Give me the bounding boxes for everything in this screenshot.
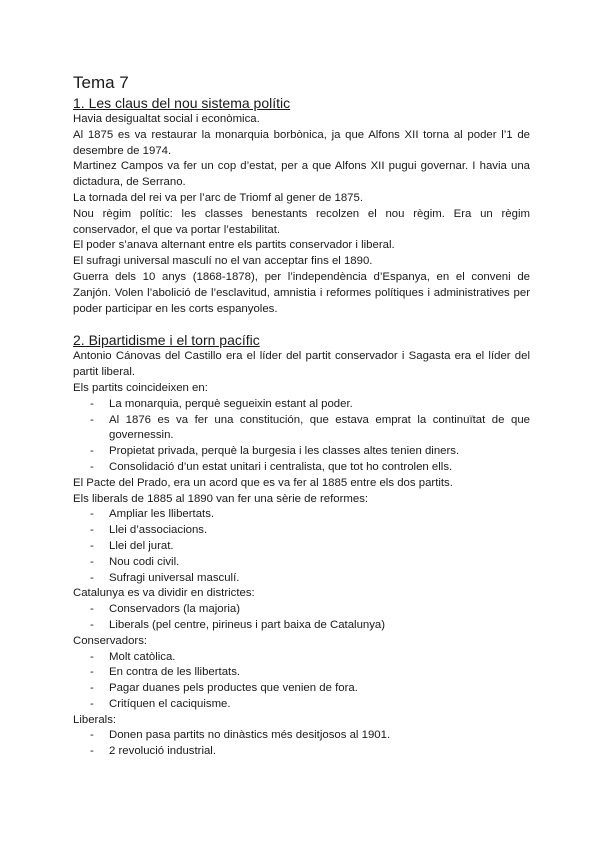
catalunya-list <box>73 602 530 634</box>
page-title: Tema 7 <box>73 73 129 92</box>
list-item: - Critíquen el caciquisme. <box>73 697 530 713</box>
list-item: - Llei del jurat. <box>73 539 530 555</box>
list-item: - Molt catòlica. <box>73 650 530 666</box>
list-item: - Ampliar les llibertats. <box>73 507 530 523</box>
list-label: Els partits coincideixen en: <box>73 381 208 394</box>
paragraph: El poder s’anava alternant entre els partits conservador i liberal. <box>73 239 395 252</box>
list-item: - Conservadors (la majoria) <box>73 602 530 618</box>
paragraph: Nou règim polític: les classes benestants recolzen el nou règim. Era un règim conservador, el que va portar l’estabilitat. <box>73 207 530 236</box>
dash-bullet: - <box>90 413 94 426</box>
dash-bullet: - <box>90 603 94 616</box>
paragraph: Havia desigualtat social i econòmica. <box>73 113 260 125</box>
list-item: - Donen pasa partits no dinàstics més desitjosos al 1901. <box>73 728 530 744</box>
dash-bullet: - <box>90 539 94 552</box>
dash-bullet: - <box>90 508 94 521</box>
paragraph: Martinez Campos va fer un cop d’estat, per a que Alfons XII pugui governar. I havia una dictadura, de Serrano. <box>73 160 530 189</box>
liberals-list <box>73 728 530 760</box>
list-label: Catalunya es va dividir en districtes: <box>73 587 255 600</box>
paragraph: La tornada del rei va per l’arc de Triomf al gener de 1875. <box>73 191 363 204</box>
list-item: - Consolidació d’un estat unitari i centralista, que tot ho controlen ells. <box>73 460 530 476</box>
paragraph: Guerra dels 10 anys (1868-1878), per l’independència d’Espanya, en el conveni de Zanjón. Volen l’abolició de l’esclavitud, amnistia i reformes polítiques i administratives per poder participar en les corts espanyoles. <box>73 270 530 315</box>
list-item: - Pagar duanes pels productes que venien de fora. <box>73 681 530 697</box>
dash-bullet: - <box>90 697 94 710</box>
dash-bullet: - <box>90 745 94 758</box>
section-1-heading: 1. Les claus del nou sistema polític <box>73 95 291 111</box>
paragraph: El Pacte del Prado, era un acord que es va fer al 1885 entre els dos partits. <box>73 476 453 489</box>
paragraph: El sufragi universal masculí no el van acceptar fins el 1890. <box>73 255 373 268</box>
paragraph: Al 1875 es va restaurar la monarquia borbònica, ja que Alfons XII torna al poder l’1 de desembre de 1974. <box>73 128 530 157</box>
dash-bullet: - <box>90 524 94 537</box>
dash-bullet: - <box>90 397 94 410</box>
section-2-heading: 2. Bipartidisme i el torn pacífic <box>73 332 260 349</box>
dash-bullet: - <box>90 571 94 584</box>
document-content <box>73 72 530 760</box>
dash-bullet: - <box>90 445 94 458</box>
list-item: - Nou codi civil. <box>73 555 530 571</box>
dash-bullet: - <box>90 666 94 679</box>
dash-bullet: - <box>90 618 94 631</box>
paragraph: Antonio Cánovas del Castillo era el líder del partit conservador i Sagasta era el líder del partit liberal. <box>73 350 530 379</box>
dash-bullet: - <box>90 682 94 695</box>
list-item: - La monarquia, perquè segueixin estant al poder. <box>73 397 530 413</box>
coincide-list <box>73 397 530 476</box>
dash-bullet: - <box>90 460 94 473</box>
dash-bullet: - <box>90 555 94 568</box>
list-item: - Propietat privada, perquè la burgesia i les classes altes tenien diners. <box>73 444 530 460</box>
list-item: - Liberals (pel centre, pirineus i part baixa de Catalunya) <box>73 618 530 634</box>
dash-bullet: - <box>90 650 94 663</box>
list-label: Els liberals de 1885 al 1890 van fer una sèrie de reformes: <box>73 492 369 505</box>
list-item: - En contra de les llibertats. <box>73 665 530 681</box>
list-item: - Sufragi universal masculí. <box>73 571 530 587</box>
list-item: - 2 revolució industrial. <box>73 744 530 760</box>
list-label: Conservadors: <box>73 634 148 647</box>
list-item: - Al 1876 es va fer una constitución, que estava emprat la continuïtat de que governessin. <box>90 413 530 442</box>
conservadors-list <box>73 650 530 713</box>
list-item: - Llei d’associacions. <box>73 523 530 539</box>
list-label: Liberals: <box>73 713 117 726</box>
dash-bullet: - <box>90 729 94 742</box>
liberals-reforms-list <box>73 507 530 586</box>
